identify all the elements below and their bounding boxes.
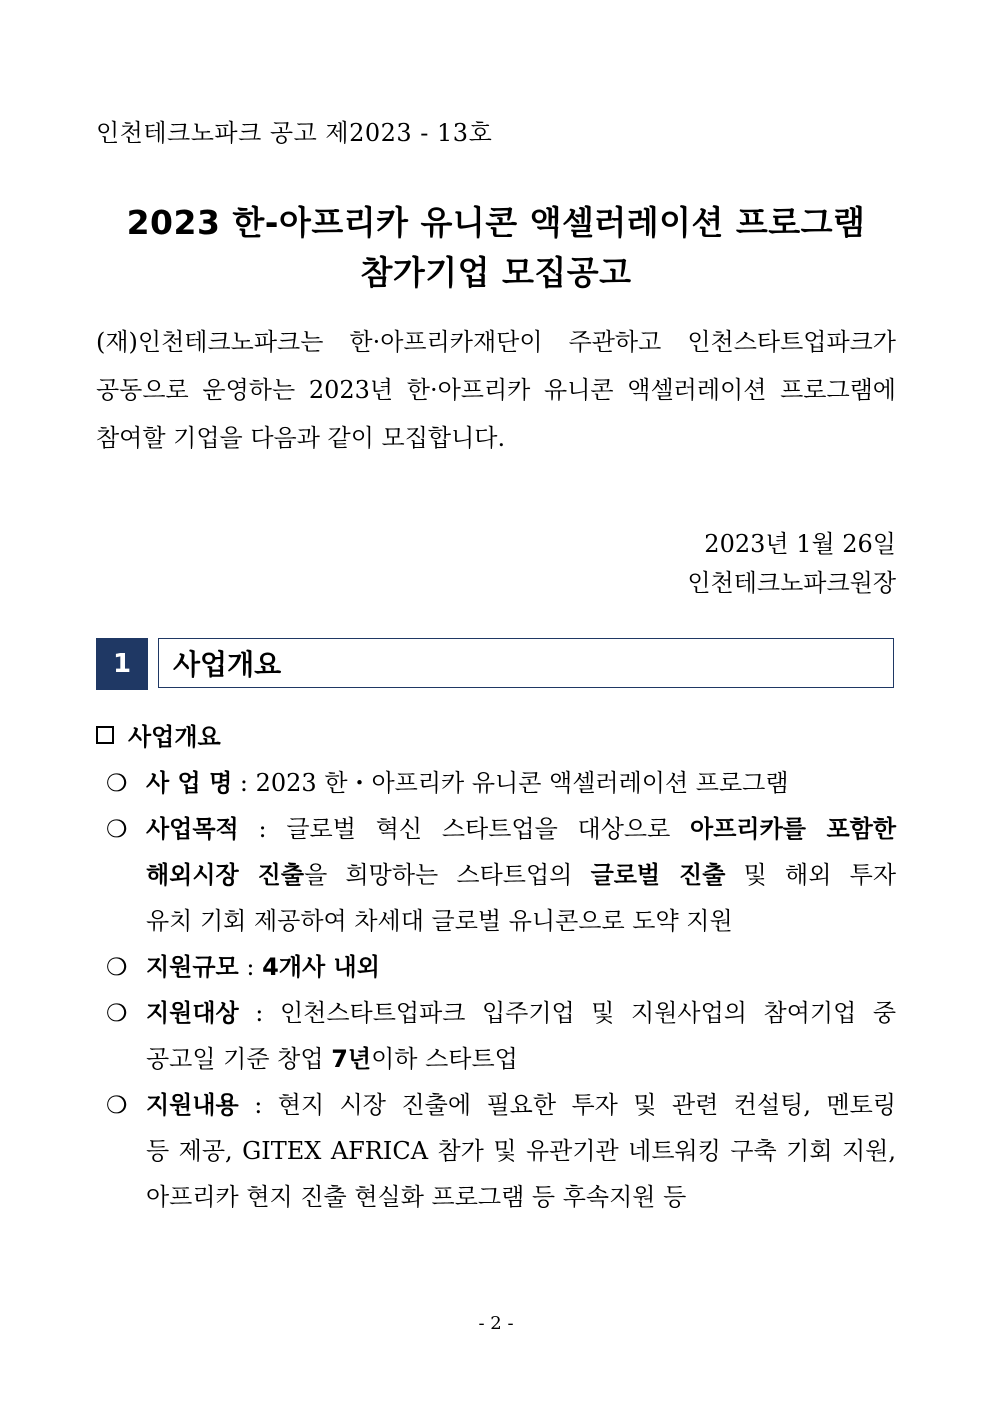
item-label: 지원내용 — [146, 1091, 239, 1119]
intro-line: 참여할 기업을 다음과 같이 모집합니다. — [96, 424, 506, 452]
item-separator: : — [238, 999, 280, 1027]
item-label: 지원대상 — [146, 999, 239, 1027]
circle-bullet-icon: ❍ — [106, 769, 128, 797]
list-item — [106, 990, 896, 1082]
announcement-date: 2023년 1월 26일 — [704, 530, 896, 558]
item-separator: : — [238, 1091, 278, 1119]
checkbox-square-icon — [96, 726, 114, 744]
item-emphasis: 4개사 내외 — [262, 953, 380, 981]
circle-bullet-icon: ❍ — [106, 953, 128, 981]
intro-line: 공동으로 운영하는 2023년 한·아프리카 유니콘 액셀러레이션 프로그램에 — [96, 376, 896, 404]
item-separator: : — [238, 815, 287, 843]
circle-bullet-icon: ❍ — [106, 1091, 128, 1119]
item-label: 사 업 명 — [146, 769, 233, 797]
intro-paragraph — [96, 318, 896, 462]
issuer: 인천테크노파크원장 — [687, 569, 896, 597]
list-item — [106, 806, 896, 944]
item-separator: : — [232, 769, 256, 797]
item-text: 및 해외 투자 — [725, 861, 897, 889]
item-label: 사업목적 — [146, 815, 239, 843]
item-text: 인천스타트업파크 입주기업 및 지원사업의 참여기업 중 — [279, 999, 897, 1027]
intro-line: (재)인천테크노파크는 한·아프리카재단이 주관하고 인천스타트업파크가 — [96, 328, 896, 356]
item-separator: : — [238, 953, 263, 981]
item-text: 등 제공, GITEX AFRICA 참가 및 유관기관 네트워킹 구축 기회 지원, — [146, 1137, 896, 1165]
section-title: 사업개요 — [158, 638, 894, 688]
page-number: - 2 - — [478, 1313, 514, 1334]
subheading — [96, 717, 221, 752]
section-number: 1 — [96, 638, 148, 690]
circle-bullet-icon: ❍ — [106, 815, 128, 843]
item-text: 글로벌 혁신 스타트업을 대상으로 — [286, 815, 691, 843]
overview-list — [106, 760, 896, 1220]
list-item — [106, 760, 896, 806]
item-text: 이하 스타트업 — [371, 1045, 518, 1073]
item-text: 현지 시장 진출에 필요한 투자 및 관련 컨설팅, 멘토링 — [277, 1091, 897, 1119]
item-emphasis: 글로벌 진출 — [590, 861, 726, 889]
list-item — [106, 1082, 896, 1220]
item-text: 2023 한・아프리카 유니콘 액셀러레이션 프로그램 — [255, 769, 789, 797]
document-title-line2: 참가기업 모집공고 — [360, 253, 632, 292]
document-title-line1: 2023 한-아프리카 유니콘 액셀러레이션 프로그램 — [126, 203, 866, 242]
item-text: 공고일 기준 창업 — [146, 1045, 332, 1073]
list-item — [106, 944, 896, 990]
item-emphasis: 해외시장 진출 — [146, 861, 305, 889]
notice-number: 인천테크노파크 공고 제2023 - 13호 — [96, 119, 493, 147]
item-emphasis: 7년 — [331, 1045, 372, 1073]
item-text: 아프리카 현지 진출 현실화 프로그램 등 후속지원 등 — [146, 1183, 687, 1211]
item-emphasis: 아프리카를 포함한 — [690, 815, 896, 843]
circle-bullet-icon: ❍ — [106, 999, 128, 1027]
item-label: 지원규모 — [146, 953, 239, 981]
item-text: 유치 기회 제공하여 차세대 글로벌 유니콘으로 도약 지원 — [146, 907, 733, 935]
item-text: 을 희망하는 스타트업의 — [304, 861, 591, 889]
subheading-text: 사업개요 — [128, 723, 221, 751]
